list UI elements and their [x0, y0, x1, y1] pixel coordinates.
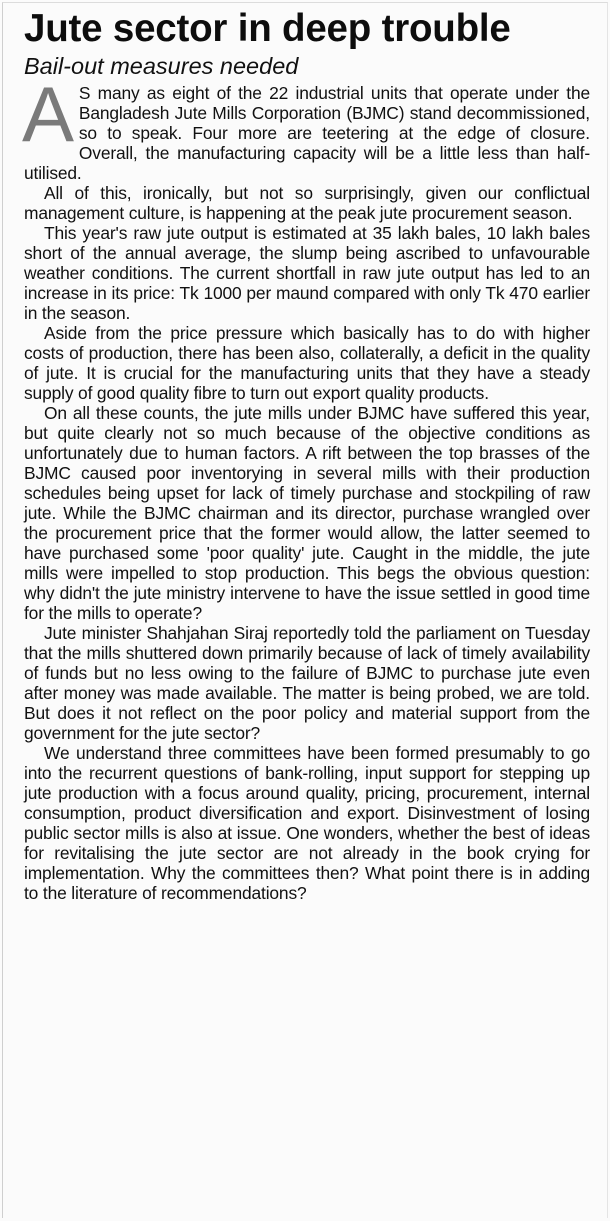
headline: Jute sector in deep trouble — [24, 7, 511, 50]
paragraph-2: All of this, ironically, but not so surprisingly, given our conflictual management culture, is happening at the peak jute procurement season. — [24, 183, 590, 223]
article-body — [22, 70, 590, 903]
paragraph-3: This year's raw jute output is estimated at 35 lakh bales, 10 lakh bales short of the annual average, the slump being ascribed to unfavourable weather conditions. The current shortfall in raw jute output has led to an increase in its price: Tk 1000 per maund compared with only Tk 470 earlier in the season. — [24, 223, 590, 323]
paragraph-1-text: S many as eight of the 22 industrial units that operate under the Bangladesh Jute Mills Corporation (BJMC) stand decommissioned, so to speak. Four more are teetering at the edge of closure. Overall, the manufacturing capacity will be a little less than half-utilised. — [24, 83, 590, 183]
paragraph-5: On all these counts, the jute mills under BJMC have suffered this year, but quite clearly not so much because of the objective conditions as unfortunately due to human factors. A rift between the top brasses of the BJMC caused poor inventorying in several mills with their production schedules being upset for lack of timely purchase and stockpiling of raw jute. While the BJMC chairman and its director, purchase wrangled over the procurement price that the former would allow, the latter seemed to have purchased some 'poor quality' jute. Caught in the middle, the jute mills were impelled to stop production. This begs the obvious question: why didn't the jute ministry intervene to have the issue settled in good time for the mills to operate? — [24, 403, 590, 623]
drop-cap: A — [22, 70, 74, 158]
editorial-article — [24, 6, 590, 903]
subheadline: Bail-out measures needed — [24, 53, 299, 79]
paragraph-6: Jute minister Shahjahan Siraj reportedly told the parliament on Tuesday that the mills shuttered down primarily because of lack of timely availability of funds but no less owing to the failure of BJMC to purchase jute even after money was made available. The matter is being probed, we are told. But does it not reflect on the poor policy and material support from the government for the jute sector? — [24, 623, 590, 743]
paragraph-4: Aside from the price pressure which basically has to do with higher costs of production, there has been also, collaterally, a deficit in the quality of jute. It is crucial for the manufacturing units that they have a steady supply of good quality fibre to turn out export quality products. — [24, 323, 590, 403]
paragraph-7: We understand three committees have been formed presumably to go into the recurrent questions of bank-rolling, input support for stepping up jute production with a focus around quality, pricing, procurement, internal consumption, product diversification and export. Disinvestment of losing public sector mills is also at issue. One wonders, whether the best of ideas for revitalising the jute sector are not already in the book crying for implementation. Why the committees then? What point there is in adding to the literature of recommendations? — [24, 743, 590, 903]
paragraph-1 — [22, 70, 590, 183]
